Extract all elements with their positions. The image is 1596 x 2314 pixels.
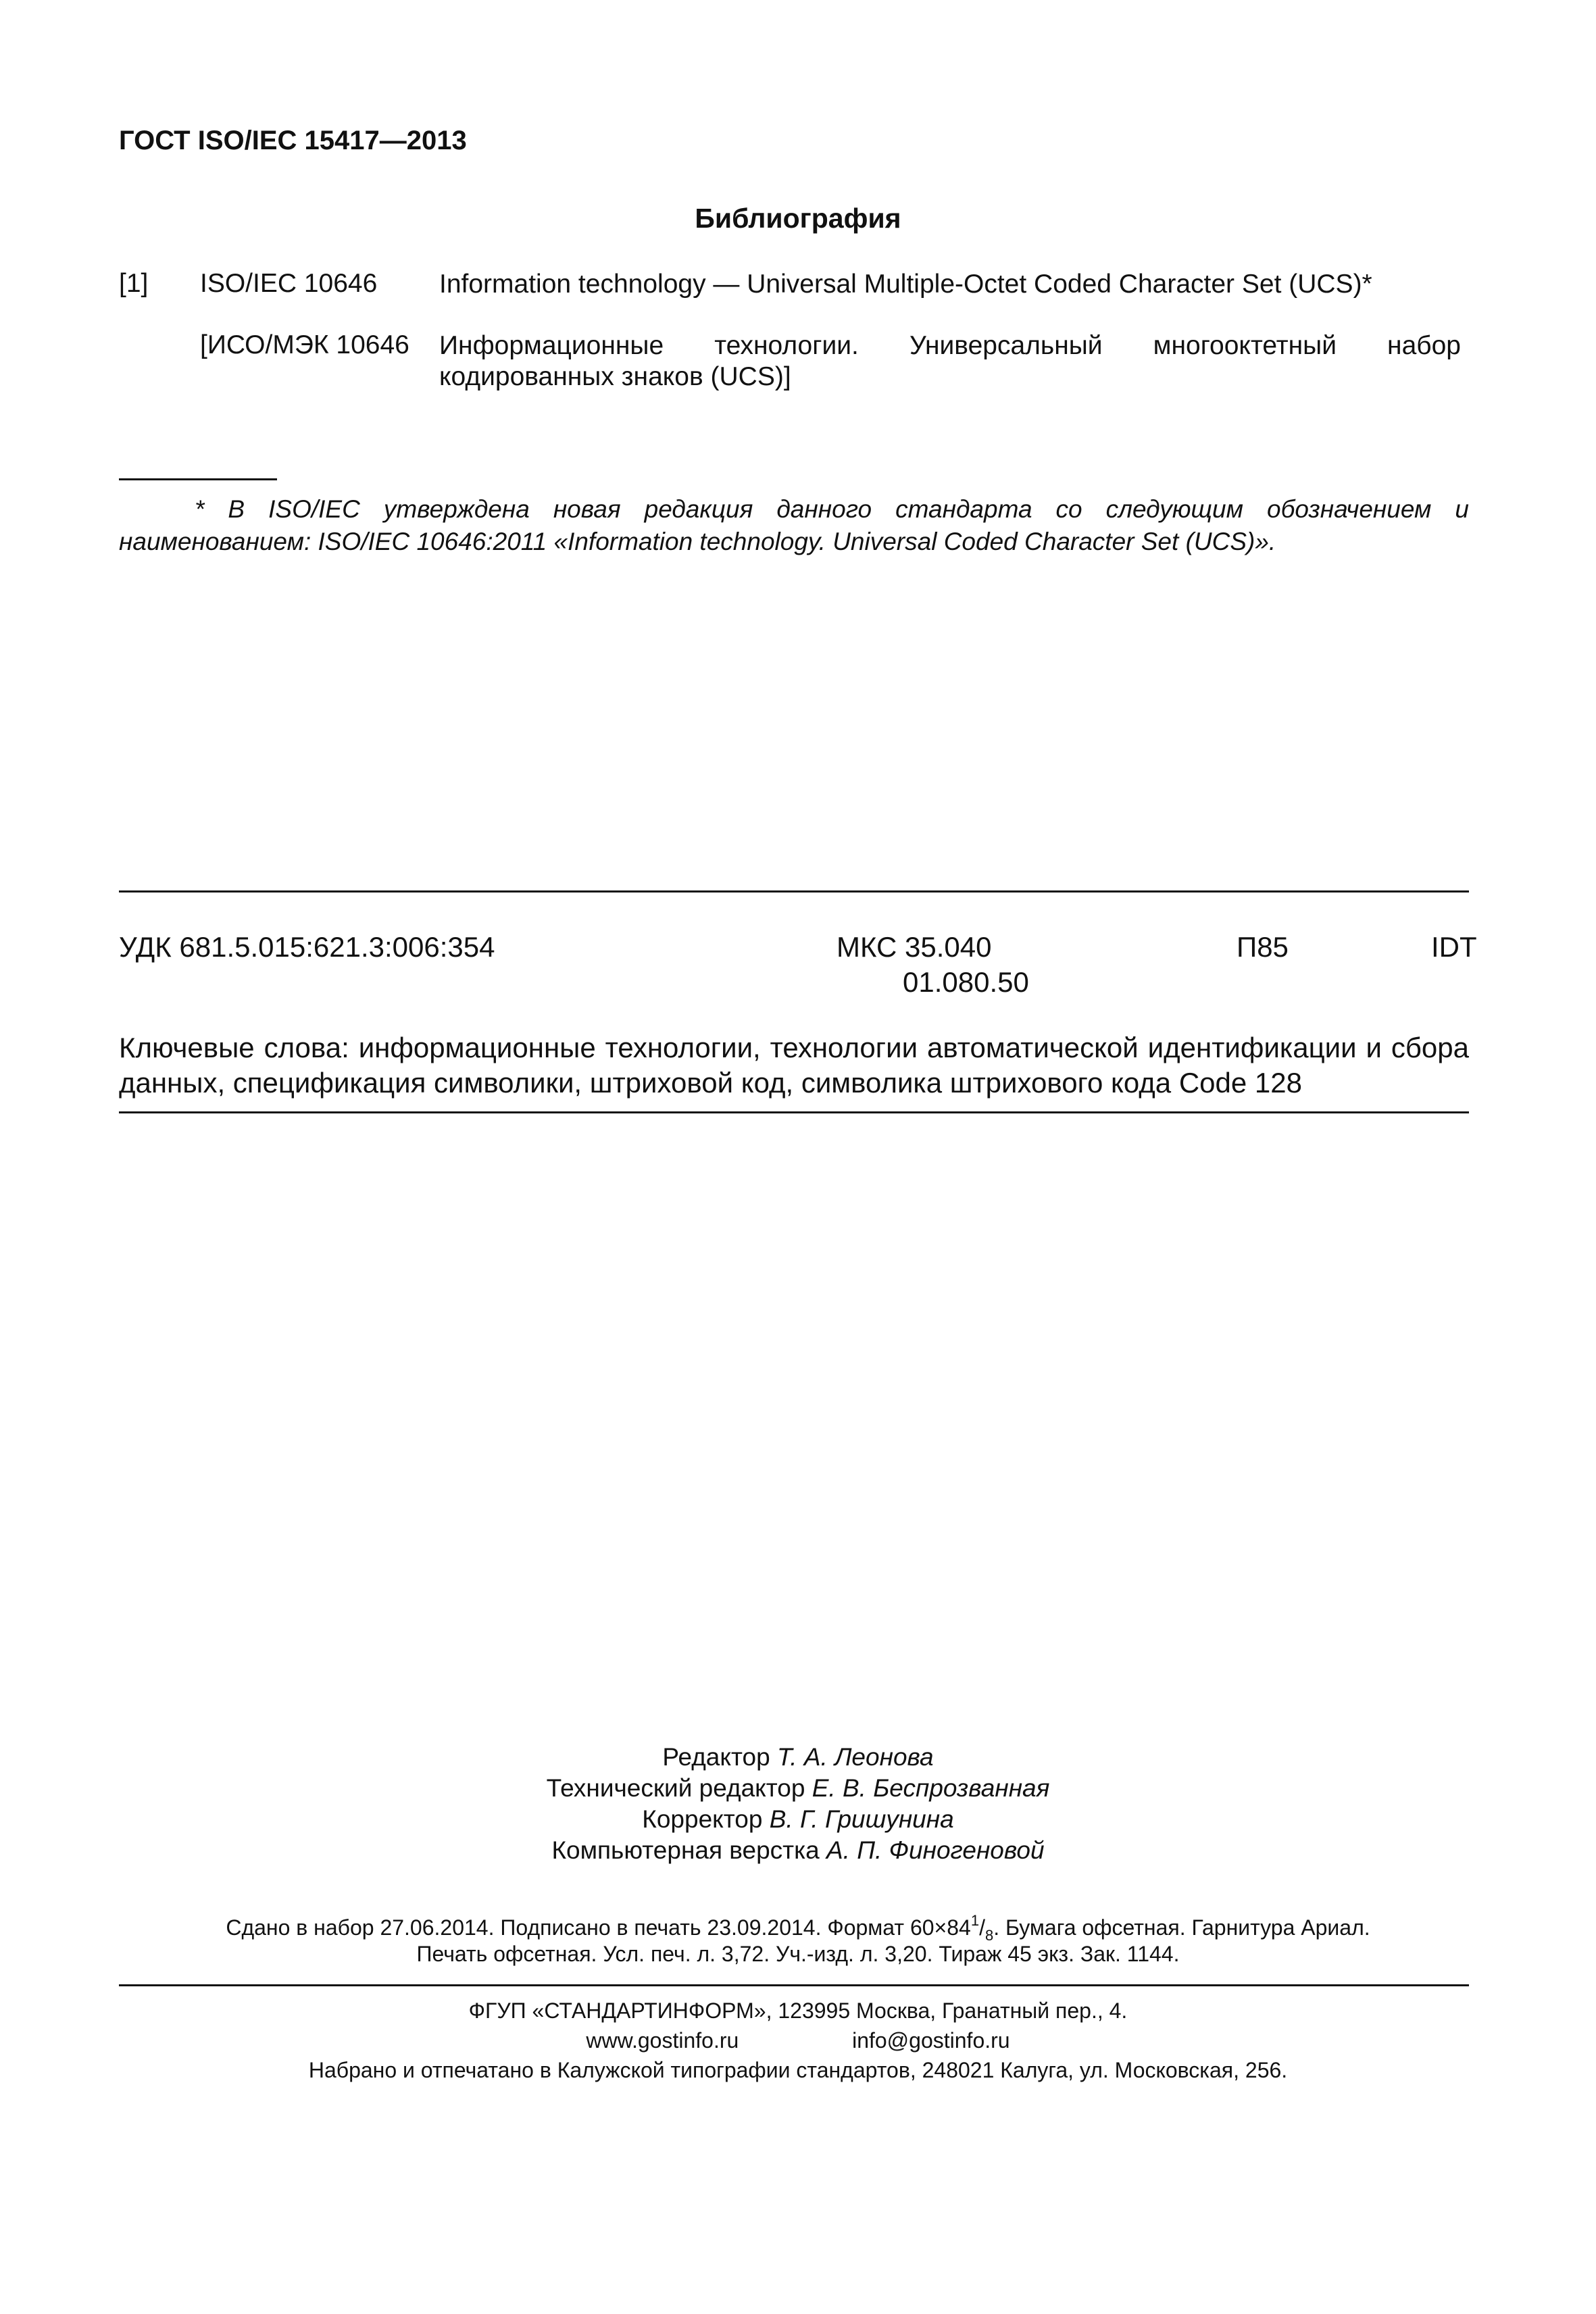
format-numerator: 1 — [970, 1912, 980, 1929]
reference-number: [1] — [119, 269, 149, 298]
publisher-address: ФГУП «СТАНДАРТИНФОРМ», 123995 Москва, Гранатный пер., 4. — [468, 1998, 1128, 2023]
credit-role: Технический редактор — [546, 1774, 805, 1802]
credit-role: Компьютерная верстка — [551, 1836, 820, 1864]
publisher-email[interactable]: info@gostinfo.ru — [852, 2028, 1010, 2053]
reference-code: ISO/IEC 10646 — [200, 269, 378, 298]
credit-line — [0, 1773, 1596, 1804]
credit-line — [0, 1835, 1596, 1866]
keywords: Ключевые слова: информационные технологии, технологии автоматической идентификации и сбора данных, спецификация символики, штриховой код, символика штрихового кода Code 128 — [119, 1032, 1469, 1099]
divider-publisher — [119, 1984, 1469, 1986]
divider-top — [119, 890, 1469, 892]
mks-code-2: 01.080.50 — [903, 966, 1029, 998]
reference-ru-title: Информационные технологии. Универсальный многооктетный набор кодированных знаков (UCS)] — [439, 331, 1461, 391]
footnote: * В ISO/IEC утверждена новая редакция данного стандарта со следующим обозначением и наименованием: ISO/IEC 10646:2011 «Information technology. Universal Coded Character Set (UCS)». — [119, 495, 1469, 555]
credit-name: В. Г. Гришунина — [769, 1805, 954, 1833]
credit-role: Корректор — [642, 1805, 763, 1833]
okstu-code: П85 — [1237, 931, 1289, 963]
credit-role: Редактор — [662, 1743, 770, 1771]
print-info-text-2: . Бумага офсетная. Гарнитура Ариал. — [993, 1915, 1370, 1940]
publisher-contacts — [0, 2028, 1596, 2053]
credit-name: Е. В. Беспрозванная — [812, 1774, 1050, 1802]
credits-block — [0, 1742, 1596, 1866]
credit-line — [0, 1804, 1596, 1835]
print-info-text: Сдано в набор 27.06.2014. Подписано в печать 23.09.2014. Формат 60×84 — [226, 1915, 971, 1940]
print-info-line2: Печать офсетная. Усл. печ. л. 3,72. Уч.-изд. л. 3,20. Тираж 45 экз. Зак. 1144. — [416, 1942, 1180, 1966]
credit-line — [0, 1742, 1596, 1773]
print-info-line1: Сдано в набор 27.06.2014. Подписано в печать 23.09.2014. Формат $60\times 84^1/_8$. Бумага офсетная. Гарнитура Ариал. — [226, 1912, 1370, 1944]
reference-title: Information technology — Universal Multiple-Octet Coded Character Set (UCS)* — [439, 270, 1372, 299]
footnote-rule — [119, 478, 277, 480]
credit-name: А. П. Финогеновой — [826, 1836, 1045, 1864]
publisher-website[interactable]: www.gostinfo.ru — [586, 2028, 739, 2053]
udk-code: УДК 681.5.015:621.3:006:354 — [119, 931, 495, 963]
mks-code: МКС 35.040 — [837, 931, 992, 963]
reference-ru-code: [ИСО/МЭК 10646 — [200, 330, 409, 359]
divider-keywords — [119, 1111, 1469, 1113]
format-denominator: 8 — [984, 1927, 994, 1944]
idt-label: IDT — [1431, 931, 1477, 963]
printing-house: Набрано и отпечатано в Калужской типографии стандартов, 248021 Калуга, ул. Московская, 256. — [308, 2058, 1288, 2082]
document-header: ГОСТ ISO/IEC 15417—2013 — [119, 126, 467, 155]
credit-name: Т. А. Леонова — [776, 1743, 934, 1771]
bibliography-title: Библиография — [695, 203, 901, 234]
